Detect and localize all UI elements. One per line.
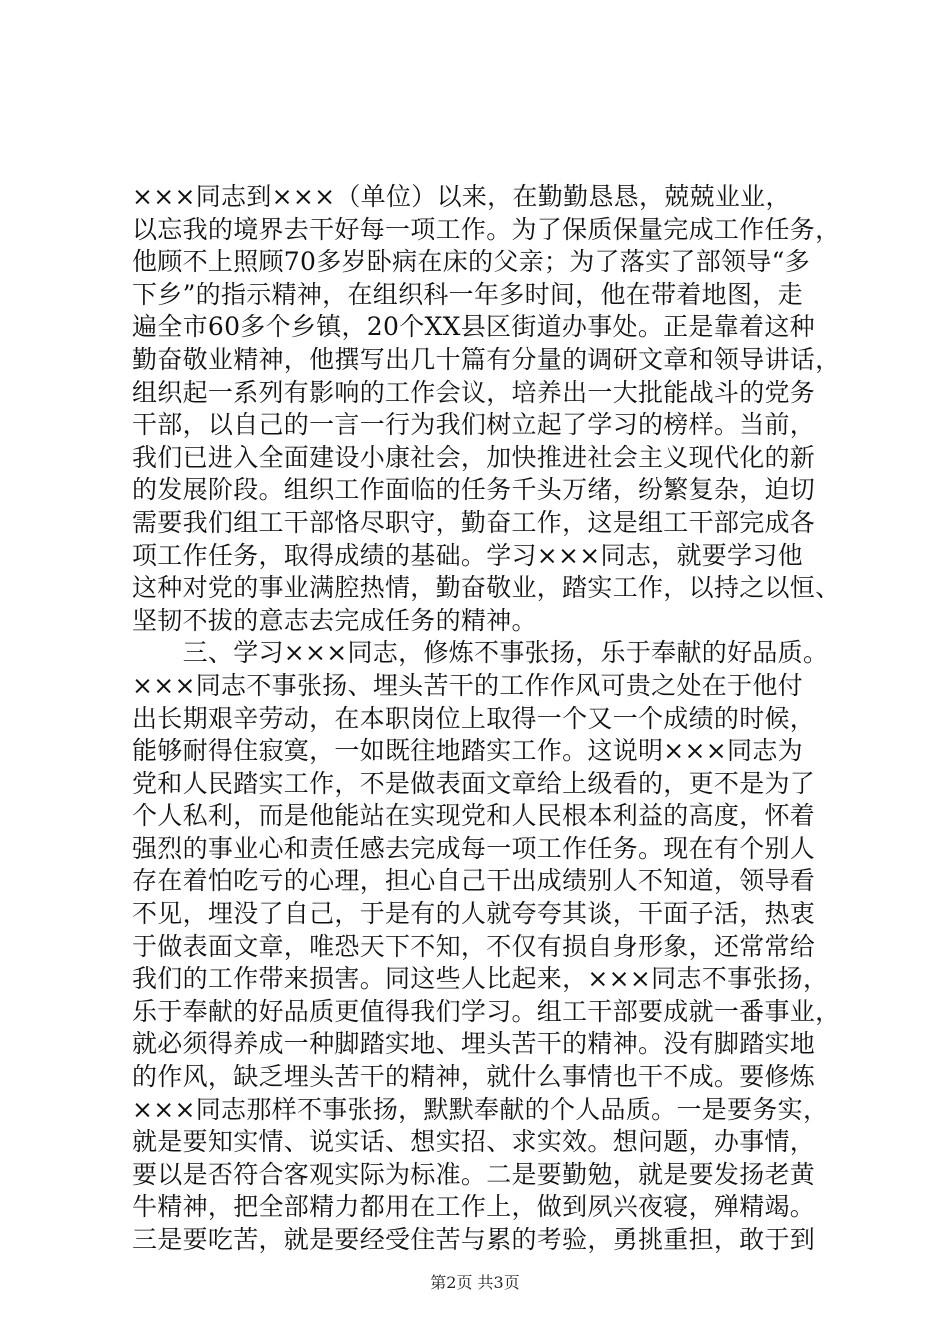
text-line: 三是要吃苦，就是要经受住苦与累的考验，勇挑重担，敢于到 <box>132 1225 816 1254</box>
text-line: 要以是否符合客观实际为标准。二是要勤勉，就是要发扬老黄 <box>132 1159 816 1189</box>
text-line: 能够耐得住寂寞，一如既往地踏实工作。这说明×××同志为 <box>132 736 803 766</box>
text-line: ×××同志那样不事张扬，默默奉献的个人品质。一是要务实， <box>132 1094 829 1124</box>
text-line: 的发展阶段。组织工作面临的任务千头万绪，纷繁复杂，迫切 <box>132 475 816 505</box>
text-line: 个人私利，而是他能站在实现党和人民根本利益的高度，怀着 <box>132 801 816 831</box>
text-line: 于做表面文章，唯恐天下不知，不仅有损自身形象，还常常给 <box>132 931 816 961</box>
text-line: 这种对党的事业满腔热情，勤奋敬业，踏实工作，以持之以恒、 <box>132 573 841 603</box>
text-line: ×××同志到×××（单位）以来，在勤勤恳恳，兢兢业业， <box>132 182 791 211</box>
text-line: 党和人民踏实工作，不是做表面文章给上级看的，更不是为了 <box>132 768 816 798</box>
section-heading-line: 三、学习×××同志，修炼不事张扬，乐于奉献的好品质。 <box>132 638 829 668</box>
text-line: 我们的工作带来损害。同这些人比起来，×××同志不事张扬， <box>132 964 829 994</box>
text-line: 遍全市60多个乡镇，20个XX县区街道办事处。正是靠着这种 <box>132 312 815 342</box>
text-line: 存在着怕吃亏的心理，担心自己干出成绩别人不知道，领导看 <box>132 866 816 896</box>
text-line: 干部，以自己的一言一行为我们树立起了学习的榜样。当前， <box>132 410 816 440</box>
text-line: ×××同志不事张扬、埋头苦干的工作作风可贵之处在于他付 <box>132 670 803 700</box>
page-number: 第2页 共3页 <box>430 1273 520 1292</box>
text-line: 乐于奉献的好品质更值得我们学习。组工干部要成就一番事业， <box>132 996 841 1026</box>
text-line: 下乡”的指示精神，在组织科一年多时间，他在带着地图，走 <box>132 279 803 309</box>
text-line: 坚韧不拔的意志去完成任务的精神。 <box>132 605 537 635</box>
text-line: 他顾不上照顾70多岁卧病在床的父亲；为了落实了部领导“多 <box>132 247 810 277</box>
text-line: 的作风，缺乏埋头苦干的精神，就什么事情也干不成。要修炼 <box>132 1062 816 1092</box>
text-line: 需要我们组工干部恪尽职守，勤奋工作，这是组工干部完成各 <box>132 507 816 537</box>
text-line: 组织起一系列有影响的工作会议，培养出一大批能战斗的党务 <box>132 377 816 407</box>
text-line: 强烈的事业心和责任感去完成每一项工作任务。现在有个别人 <box>132 833 816 863</box>
text-line: 就是要知实情、说实话、想实招、求实效。想问题，办事情， <box>132 1127 816 1157</box>
text-line: 就必须得养成一种脚踏实地、埋头苦干的精神。没有脚踏实地 <box>132 1029 816 1059</box>
text-line: 不见，埋没了自己，于是有的人就夸夸其谈，干面子活，热衷 <box>132 899 816 929</box>
text-line: 以忘我的境界去干好每一项工作。为了保质保量完成工作任务， <box>132 214 841 244</box>
text-line: 牛精神，把全部精力都用在工作上，做到夙兴夜寝，殚精竭。 <box>132 1192 816 1222</box>
text-line: 勤奋敬业精神，他撰写出几十篇有分量的调研文章和领导讲话， <box>132 344 841 374</box>
text-line: 出长期艰辛劳动，在本职岗位上取得一个又一个成绩的时候， <box>132 703 816 733</box>
text-line: 项工作任务，取得成绩的基础。学习×××同志，就要学习他 <box>132 540 803 570</box>
text-line: 我们已进入全面建设小康社会，加快推进社会主义现代化的新 <box>132 442 816 472</box>
body-text <box>132 181 852 1257</box>
